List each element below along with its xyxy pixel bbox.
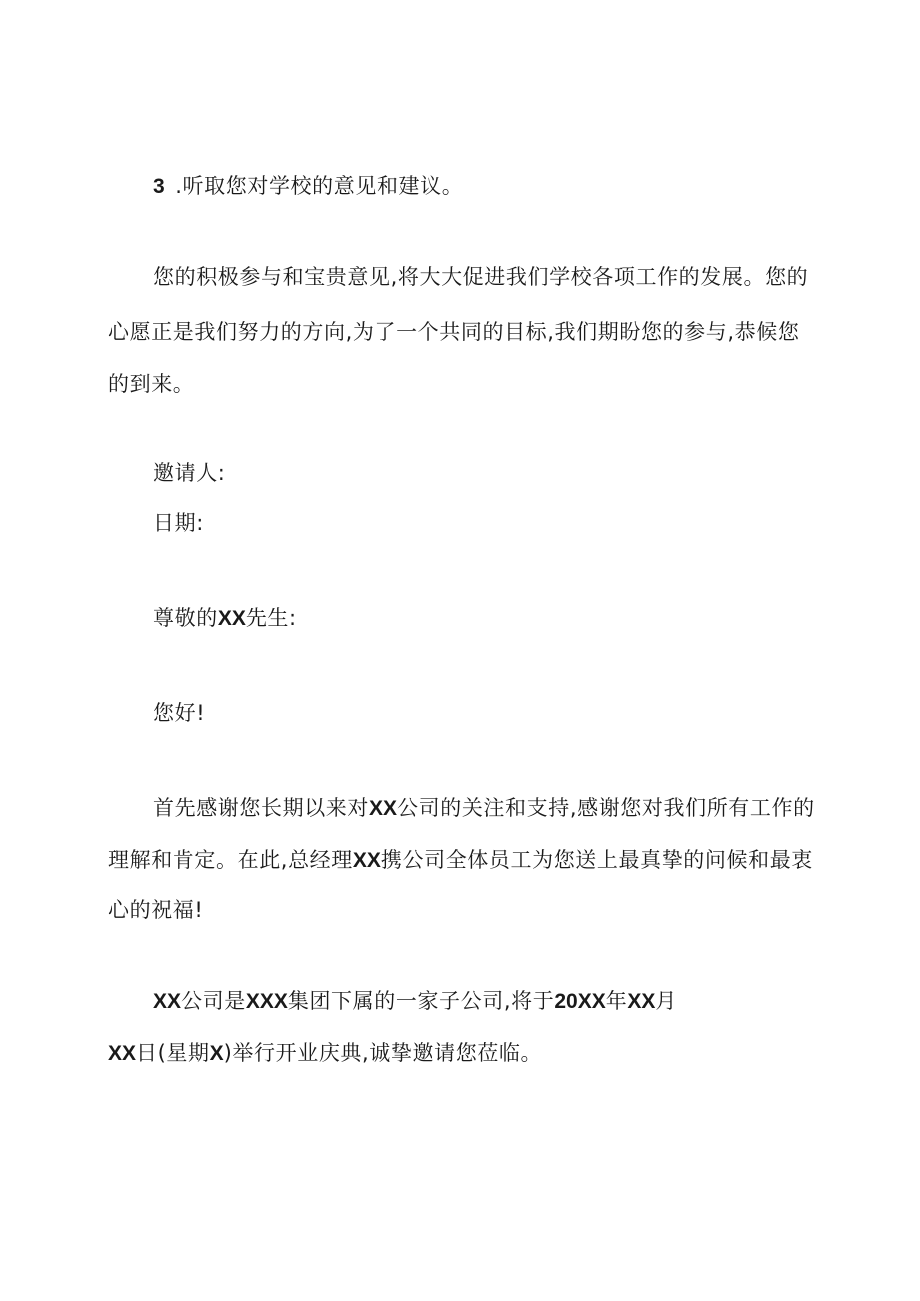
- section-number: 3: [153, 175, 166, 198]
- year-placeholder: 20XX: [554, 990, 606, 1013]
- company-placeholder: XX: [369, 797, 398, 820]
- paragraph-3-line-1: [153, 987, 677, 1016]
- salutation: [153, 604, 297, 633]
- company-placeholder: XX: [153, 990, 182, 1013]
- inviter-label: 邀请人:: [153, 461, 226, 485]
- paragraph-1-line-2: 心愿正是我们努力的方向,为了一个共同的目标,我们期盼您的参与,恭候您: [108, 320, 800, 344]
- section-text: .听取您对学校的意见和建议。: [175, 174, 464, 198]
- greeting: 您好!: [153, 701, 206, 725]
- group-placeholder: XXX: [245, 990, 288, 1013]
- month-placeholder: XX: [627, 990, 656, 1013]
- paragraph-2-line-2: [108, 846, 813, 875]
- text-segment: 集团下属的一家子公司,将于: [287, 989, 555, 1013]
- weekday-placeholder: X: [209, 1042, 224, 1065]
- paragraph-2-line-1: [153, 794, 815, 823]
- text-segment: 公司是: [181, 989, 246, 1013]
- text-segment: 首先感谢您长期以来对: [153, 796, 369, 820]
- paragraph-2-line-3: 心的祝福!: [108, 898, 204, 922]
- salutation-name: XX: [217, 607, 246, 630]
- paragraph-1-line-1: 您的积极参与和宝贵意见,将大大促进我们学校各项工作的发展。您的: [153, 265, 809, 289]
- salutation-prefix: 尊敬的: [153, 606, 218, 630]
- date-label: 日期:: [153, 511, 204, 535]
- text-segment: 日(星期: [136, 1041, 210, 1065]
- manager-placeholder: XX: [352, 849, 381, 872]
- text-segment: 理解和肯定。在此,总经理: [108, 848, 353, 872]
- salutation-suffix: 先生:: [245, 606, 297, 630]
- text-segment: 携公司全体员工为您送上最真挚的问候和最衷: [380, 848, 813, 872]
- section-3-item: [153, 172, 463, 201]
- day-placeholder: XX: [108, 1042, 137, 1065]
- text-segment: 月: [655, 989, 677, 1013]
- text-segment: 年: [605, 989, 628, 1013]
- text-segment: )举行开业庆典,诚挚邀请您莅临。: [223, 1041, 543, 1065]
- paragraph-3-line-2: [108, 1039, 542, 1068]
- paragraph-1-line-3: 的到来。: [108, 372, 195, 396]
- text-segment: 公司的关注和支持,感谢您对我们所有工作的: [397, 796, 815, 820]
